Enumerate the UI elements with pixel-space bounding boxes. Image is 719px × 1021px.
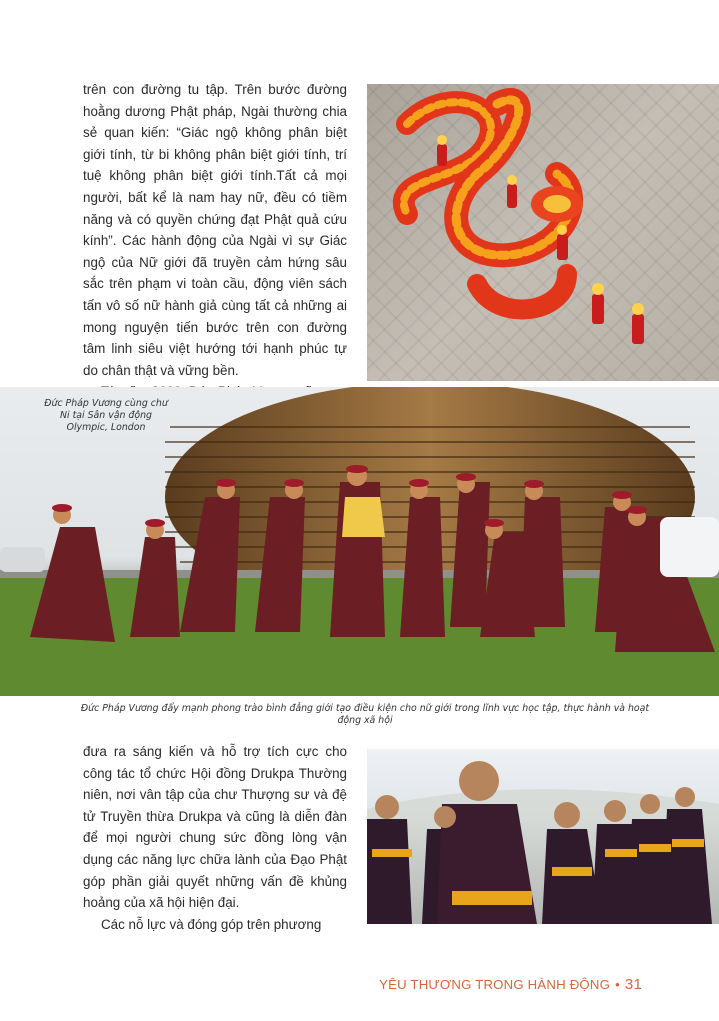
paragraph: Các nỗ lực và đóng góp trên phương	[101, 916, 322, 932]
photo-caption: Đức Pháp Vương đẩy mạnh phong trào bình đẳng giới tạo điều kiện cho nữ giới trong lĩnh vực học tập, thực hành và hoạt động xã hội	[80, 703, 650, 726]
page-number: 31	[624, 976, 642, 993]
page-footer	[379, 976, 642, 993]
body-text-top	[83, 79, 347, 403]
footer-separator: •	[615, 977, 620, 992]
photo-dragon-dance	[367, 84, 719, 381]
running-title: YÊU THƯƠNG TRONG HÀNH ĐỘNG	[379, 977, 611, 992]
paragraph: trên con đường tu tập. Trên bước đường hoằng dương Phật pháp, Ngài thường chia sẻ quan kiến: “Giác ngộ không phân biệt giới tính, từ bi không phân biệt giới tính, trí tuệ không phân biệt giới tính.Tất cả mọi người, bất kể là nam hay nữ, đều có tiềm năng và có quyền chứng đạt Phật quả cứu kính”. Các hành động của Ngài vì sự Giác ngộ của Nữ giới đã truyền cảm hứng sâu sắc trên phạm vi toàn cầu, động viên sách tấn vô số nữ hành giả cùng tất cả những ai mong nguyện tiến bước trên con đường tâm linh siêu việt hướng tới hạnh phúc tự do chân thật và vững bền.	[83, 82, 347, 378]
paragraph: đưa ra sáng kiến và hỗ trợ tích cực cho công tác tổ chức Hội đồng Drukpa Thường niên, nơi vân tập của chư Thượng sư và đệ tử Truyền thừa Drukpa và cũng là diễn đàn để mọi người chung sức đồng lòng vận dụng các năng lực chữa lành của Đạo Phật góp phần giải quyết những vấn đề khủng hoảng của xã hội hiện đại.	[83, 744, 347, 911]
kungfu-photo-illustration	[367, 749, 719, 924]
photo-caption: Đức Pháp Vương cùng chư Ni tại Sân vận động Olympic, London	[44, 398, 168, 433]
dragon-dance-illustration	[367, 84, 719, 381]
body-text-bottom	[83, 741, 347, 935]
photo-kungfu-nuns	[367, 749, 719, 924]
